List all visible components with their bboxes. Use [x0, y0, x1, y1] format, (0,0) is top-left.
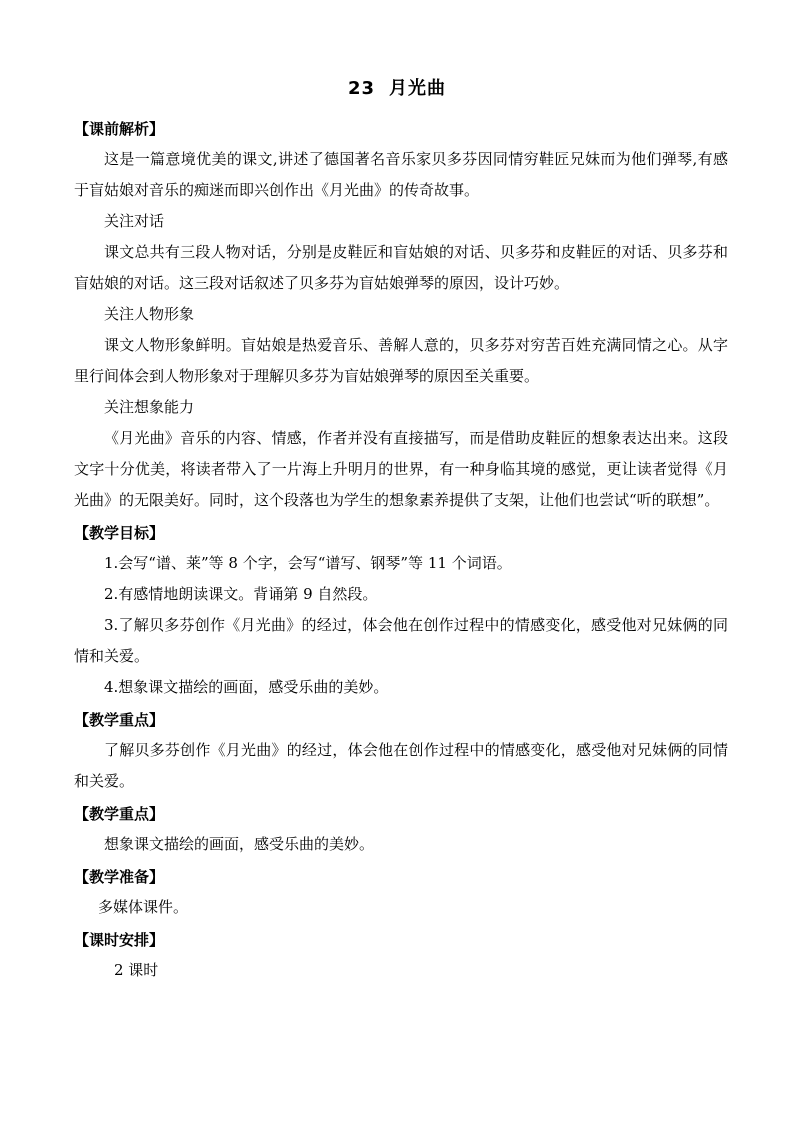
focus-imagination-text: 《月光曲》音乐的内容、情感，作者并没有直接描写，而是借助皮鞋匠的想象表达出来。这段文字十分优美，将读者带入了一片海上升明月的世界，有一种身临其境的感觉，更让读者觉得《月光曲》的无限美好。同时，这个段落也为学生的想象素养提供了支架，让他们也尝试“听的联想”。	[74, 429, 728, 509]
key-points-text: 了解贝多芬创作《月光曲》的经过，体会他在创作过程中的情感变化，感受他对兄妹俩的同情和关爱。	[74, 741, 728, 790]
lesson-number: 23	[347, 78, 376, 99]
key-points-2-text: 想象课文描绘的画面，感受乐曲的美妙。	[104, 835, 375, 853]
focus-imagination-title: 关注想象能力	[104, 398, 195, 416]
document-body	[74, 114, 728, 986]
pre-analysis-intro: 这是一篇意境优美的课文,讲述了德国著名音乐家贝多芬因同情穷鞋匠兄妹而为他们弹琴,有感于盲姑娘对音乐的痴迷而即兴创作出《月光曲》的传奇故事。	[74, 150, 728, 199]
preparation-text: 多媒体课件。	[98, 898, 189, 916]
goal-item-4: 4.想象课文描绘的画面，感受乐曲的美妙。	[104, 678, 389, 696]
lesson-title: 月光曲	[389, 78, 447, 99]
section-heading-key-points-2: 【教学重点】	[74, 805, 165, 823]
section-heading-key-points: 【教学重点】	[74, 711, 165, 729]
focus-character-text: 课文人物形象鲜明。盲姑娘是热爱音乐、善解人意的，贝多芬对穷苦百姓充满同情之心。从字里行间体会到人物形象对于理解贝多芬为盲姑娘弹琴的原因至关重要。	[74, 336, 728, 385]
schedule-text: 2 课时	[114, 961, 159, 979]
focus-dialogue-text: 课文总共有三段人物对话，分别是皮鞋匠和盲姑娘的对话、贝多芬和皮鞋匠的对话、贝多芬和盲姑娘的对话。这三段对话叙述了贝多芬为盲姑娘弹琴的原因，设计巧妙。	[74, 243, 728, 292]
focus-character-title: 关注人物形象	[104, 305, 195, 323]
goal-item-3: 3.了解贝多芬创作《月光曲》的经过，体会他在创作过程中的情感变化，感受他对兄妹俩的同情和关爱。	[74, 616, 728, 665]
focus-dialogue-title: 关注对话	[104, 212, 165, 230]
section-heading-pre-analysis: 【课前解析】	[74, 120, 165, 138]
section-heading-goals: 【教学目标】	[74, 524, 165, 542]
section-heading-preparation: 【教学准备】	[74, 868, 165, 886]
section-heading-schedule: 【课时安排】	[74, 931, 165, 949]
page-title	[0, 76, 794, 102]
goal-item-2: 2.有感情地朗读课文。背诵第 9 自然段。	[104, 585, 378, 603]
goal-item-1: 1.会写“谱、莱”等 8 个字，会写“谱写、钢琴”等 11 个词语。	[104, 554, 512, 572]
